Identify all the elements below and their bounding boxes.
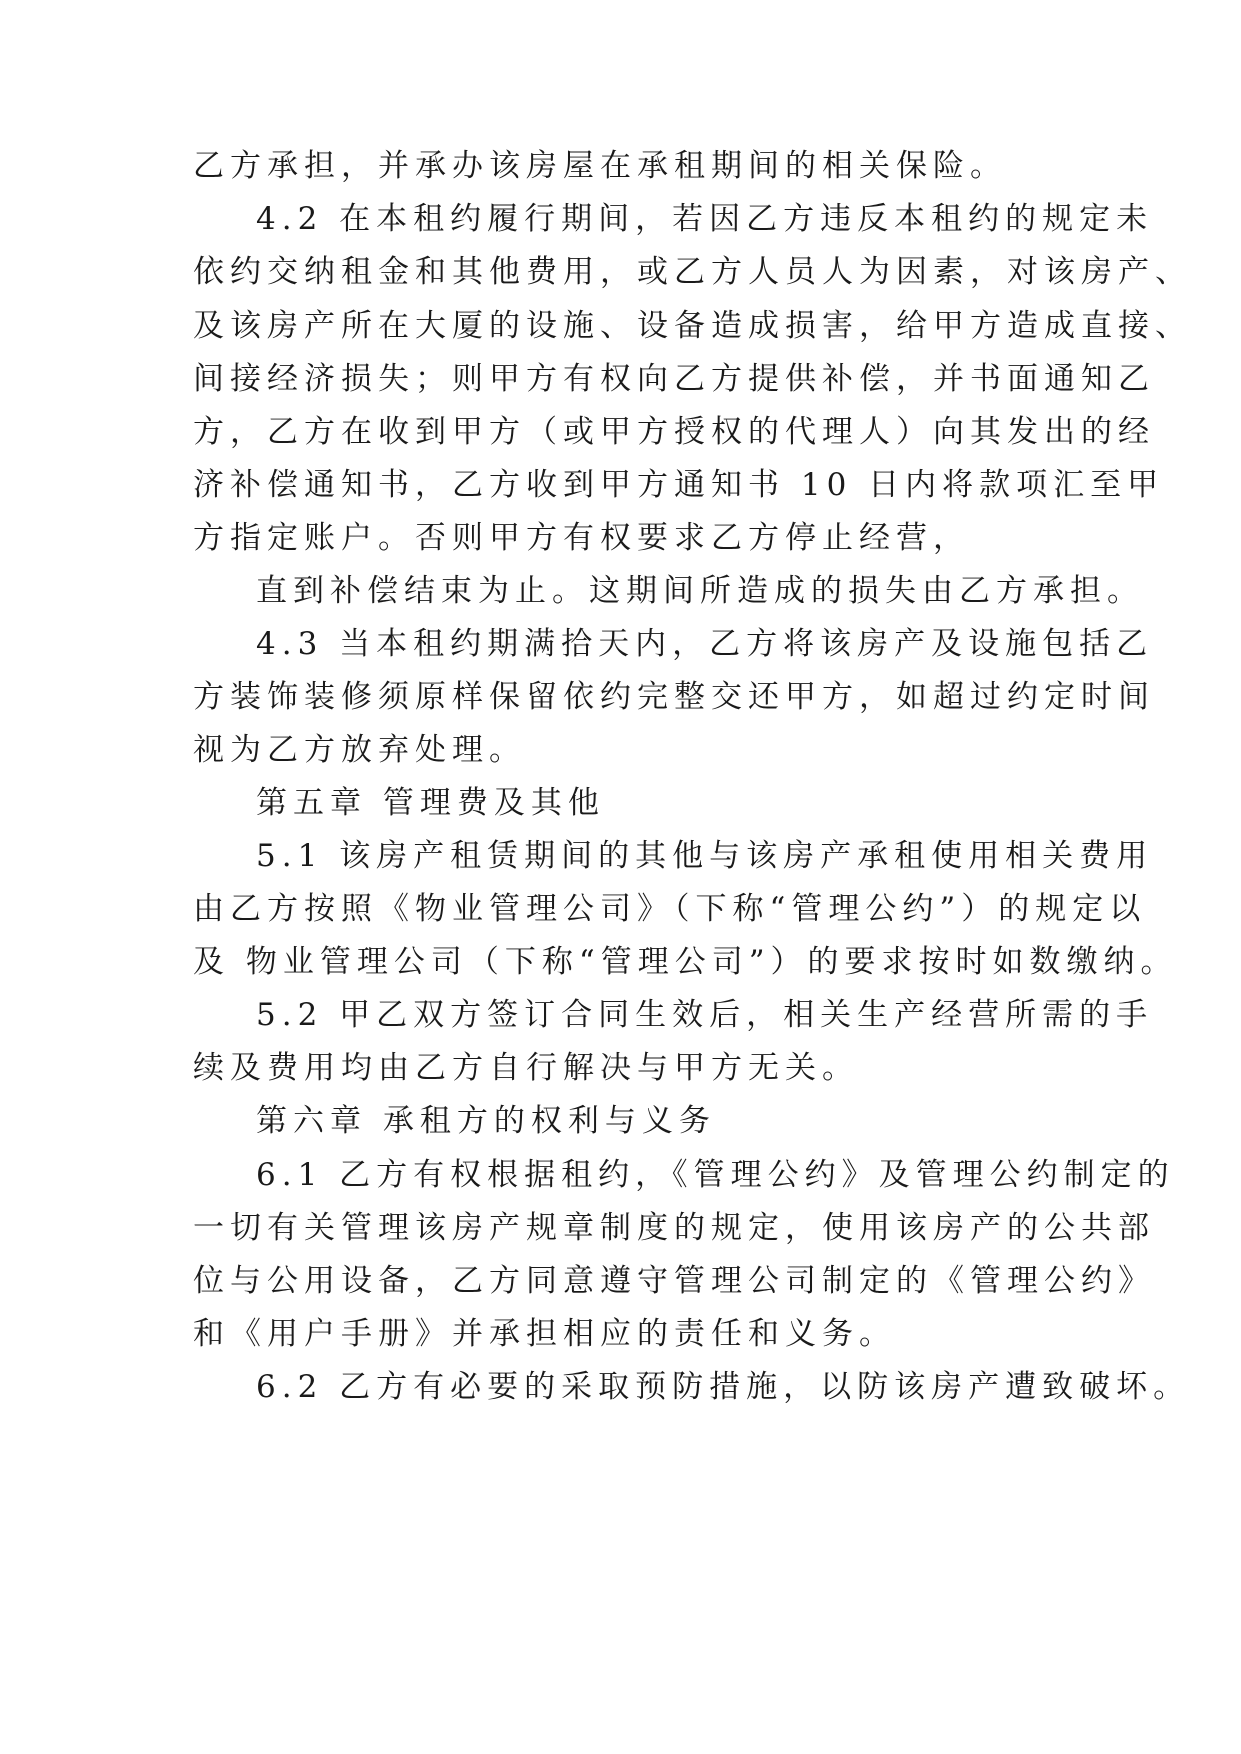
chapter-heading: 第五章 管理费及其他 <box>256 785 605 821</box>
text-line: 续及费用均由乙方自行解决与甲方无关。 <box>193 1050 859 1086</box>
text-line: 4.2 在本租约履行期间，若因乙方违反本租约的规定未 <box>256 201 1154 237</box>
text-line: 一切有关管理该房产规章制度的规定，使用该房产的公共部 <box>193 1210 1155 1246</box>
text-line: 和《用户手册》并承担相应的责任和义务。 <box>193 1316 896 1352</box>
text-line: 视为乙方放弃处理。 <box>193 732 526 768</box>
text-line: 依约交纳租金和其他费用，或乙方人员人为因素，对该房产、 <box>193 254 1192 290</box>
text-line: 方，乙方在收到甲方（或甲方授权的代理人）向其发出的经 <box>193 414 1155 450</box>
text-line: 位与公用设备，乙方同意遵守管理公司制定的《管理公约》 <box>193 1263 1155 1299</box>
text-line: 6.2 乙方有必要的采取预防措施，以防该房产遭致破坏。 <box>256 1369 1191 1405</box>
text-line: 乙方承担，并承办该房屋在承租期间的相关保险。 <box>193 148 1007 184</box>
text-line: 4.3 当本租约期满拾天内，乙方将该房产及设施包括乙 <box>256 626 1154 662</box>
text-line: 方指定账户。否则甲方有权要求乙方停止经营， <box>193 520 970 556</box>
text-line: 直到补偿结束为止。这期间所造成的损失由乙方承担。 <box>256 573 1144 609</box>
text-line: 6.1 乙方有权根据租约，《管理公约》及管理公约制定的 <box>256 1157 1175 1193</box>
text-line: 间接经济损失；则甲方有权向乙方提供补偿，并书面通知乙 <box>193 361 1155 397</box>
text-line: 及 物业管理公司（下称“管理公司”）的要求按时如数缴纳。 <box>193 944 1178 980</box>
text-line: 及该房产所在大厦的设施、设备造成损害，给甲方造成直接、 <box>193 308 1192 344</box>
text-line: 方装饰装修须原样保留依约完整交还甲方，如超过约定时间 <box>193 679 1155 715</box>
text-line: 由乙方按照《物业管理公司》（下称“管理公约”）的规定以 <box>193 891 1147 927</box>
text-line: 5.1 该房产租赁期间的其他与该房产承租使用相关费用 <box>256 838 1154 874</box>
text-line: 5.2 甲乙双方签订合同生效后，相关生产经营所需的手 <box>256 997 1154 1033</box>
text-line: 济补偿通知书，乙方收到甲方通知书 10 日内将款项汇至甲 <box>193 467 1165 503</box>
chapter-heading: 第六章 承租方的权利与义务 <box>256 1103 716 1139</box>
